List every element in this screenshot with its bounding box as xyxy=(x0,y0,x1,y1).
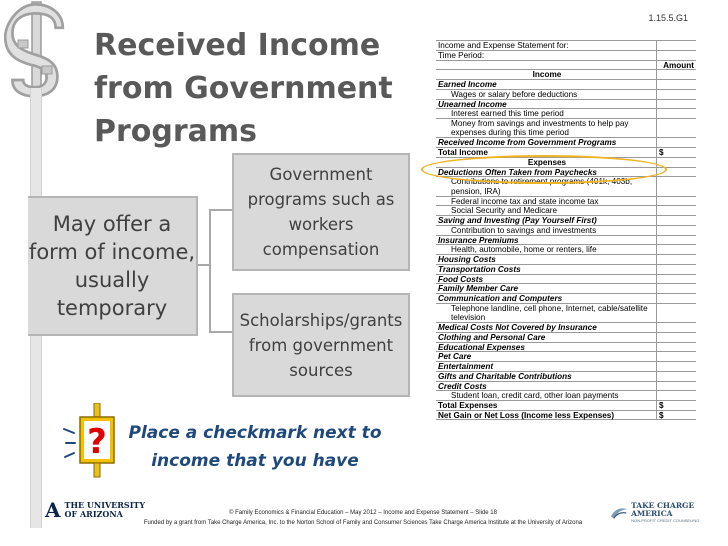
statement-row xyxy=(436,390,696,400)
instruction-text xyxy=(120,419,390,475)
statement-row-label: Food Costs xyxy=(436,275,657,284)
statement-row-amount[interactable]: $ xyxy=(659,401,664,411)
tca-swoosh-icon xyxy=(610,505,628,521)
income-expense-statement-table xyxy=(436,40,696,420)
statement-row-label: Time Period: xyxy=(436,51,657,60)
footer-line-1: © Family Economics & Financial Education – May 2012 – Income and Expense Statement – Slide 18 xyxy=(229,510,497,516)
statement-row-label: Contributions to retirement programs (401k, 403b, pension, IRA) xyxy=(436,177,657,195)
statement-row-label: Communication and Computers xyxy=(436,294,657,303)
statement-row xyxy=(436,137,696,147)
statement-row-label: Expenses xyxy=(436,158,657,167)
statement-row-amount[interactable] xyxy=(657,372,696,381)
statement-row-label: Telephone landline, cell phone, Internet, cable/satellite television xyxy=(436,304,657,322)
ua-line-1: THE UNIVERSITY xyxy=(64,500,146,510)
take-charge-america-logo xyxy=(610,502,728,523)
statement-row xyxy=(436,40,696,50)
statement-row-label: Pet Care xyxy=(436,352,657,361)
footer-credits xyxy=(118,508,608,528)
statement-row xyxy=(436,118,696,137)
statement-row xyxy=(436,361,696,371)
statement-row-amount[interactable] xyxy=(657,323,696,332)
statement-row-amount[interactable] xyxy=(657,90,696,99)
statement-row-amount[interactable] xyxy=(657,51,696,60)
statement-row xyxy=(436,50,696,60)
statement-row xyxy=(436,205,696,215)
connector-vertical xyxy=(209,209,211,333)
statement-row-label: Income and Expense Statement for: xyxy=(436,41,657,50)
statement-row-label: Received Income from Government Programs xyxy=(436,138,657,147)
statement-row-label: Income xyxy=(436,70,657,79)
concept-sub-box-government xyxy=(232,153,410,271)
statement-row-amount[interactable] xyxy=(657,343,696,352)
concept-sub-box-scholarships xyxy=(232,293,410,397)
statement-row-label: Family Member Care xyxy=(436,284,657,293)
ua-line-2: OF ARIZONA xyxy=(64,509,123,519)
statement-row xyxy=(436,293,696,303)
statement-row xyxy=(436,108,696,118)
tca-name: TAKE CHARGE AMERICA xyxy=(631,501,695,518)
statement-row xyxy=(436,342,696,352)
connector-to-sub2 xyxy=(209,331,233,333)
highlight-oval xyxy=(421,155,667,184)
statement-row xyxy=(436,69,696,79)
statement-row-label xyxy=(436,61,657,70)
statement-row-label: Interest earned this time period xyxy=(436,109,657,118)
instruction-line-1: Place a checkmark next to xyxy=(128,423,382,443)
statement-row-amount[interactable] xyxy=(657,206,696,215)
statement-row-label: Gifts and Charitable Contributions xyxy=(436,372,657,381)
statement-row-label: Social Security and Medicare xyxy=(436,206,657,215)
statement-row-label: Deductions Often Taken from Paychecks xyxy=(436,168,657,177)
statement-row xyxy=(436,332,696,342)
footer-line-2: Funded by a grant from Take Charge America, Inc. to the Norton School of Family and Consumer Sciences Take Charge America Institute at the University of Arizona xyxy=(143,520,583,526)
statement-row-label: Total Income xyxy=(436,148,657,157)
statement-row xyxy=(436,244,696,254)
statement-row xyxy=(436,274,696,284)
svg-text:?: ? xyxy=(87,422,107,462)
statement-row-amount[interactable]: $ xyxy=(659,410,664,420)
ua-logo-mark: A xyxy=(45,498,61,522)
statement-row xyxy=(436,410,696,420)
connector-to-sub1 xyxy=(209,209,233,211)
statement-row-label: Entertainment xyxy=(436,362,657,371)
statement-row-amount[interactable] xyxy=(657,284,696,293)
statement-row-label: Total Expenses xyxy=(436,401,657,410)
statement-row-amount[interactable] xyxy=(657,226,696,235)
statement-row xyxy=(436,89,696,99)
slide-code: 1.15.5.G1 xyxy=(648,13,688,23)
statement-row-label: Wages or salary before deductions xyxy=(436,90,657,99)
statement-row-amount[interactable] xyxy=(657,304,696,322)
statement-row xyxy=(436,351,696,361)
statement-row-amount[interactable] xyxy=(657,216,696,225)
statement-row xyxy=(436,322,696,332)
statement-row-amount[interactable] xyxy=(657,197,696,206)
statement-row xyxy=(436,196,696,206)
statement-row-amount[interactable]: Amount xyxy=(663,60,694,70)
statement-row-label: Contribution to savings and investments xyxy=(436,226,657,235)
statement-row-label: Net Gain or Net Loss (Income less Expenses) xyxy=(436,411,657,419)
statement-row xyxy=(436,225,696,235)
statement-row-label: Credit Costs xyxy=(436,382,657,391)
concept-sub2-text: Scholarships/grants from government sources xyxy=(239,310,403,380)
instruction-line-2: income that you have xyxy=(151,451,359,471)
concept-main-box xyxy=(28,196,198,336)
statement-row xyxy=(436,264,696,274)
title-line-3: Programs xyxy=(94,114,258,149)
statement-row xyxy=(436,400,696,410)
statement-row-label: Student loan, credit card, other loan payments xyxy=(436,391,657,400)
statement-row-amount[interactable]: $ xyxy=(659,148,664,158)
statement-row-amount[interactable] xyxy=(657,294,696,303)
statement-row-label: Earned Income xyxy=(436,80,657,89)
statement-row-amount[interactable] xyxy=(657,80,696,89)
statement-row xyxy=(436,215,696,225)
statement-row-label: Saving and Investing (Pay Yourself First) xyxy=(436,216,657,225)
statement-row-amount[interactable] xyxy=(657,236,696,245)
statement-row-label: Money from savings and investments to help pay expenses during this time period xyxy=(436,119,657,137)
statement-row-amount[interactable] xyxy=(657,265,696,274)
statement-row-label: Federal income tax and state income tax xyxy=(436,197,657,206)
statement-row xyxy=(436,303,696,322)
statement-row-amount[interactable] xyxy=(657,255,696,264)
statement-row-amount[interactable] xyxy=(657,41,696,50)
statement-row xyxy=(436,381,696,391)
statement-row-label: Health, automobile, home or renters, life xyxy=(436,245,657,254)
statement-row-amount[interactable] xyxy=(657,382,696,391)
statement-row-amount[interactable] xyxy=(657,138,696,147)
statement-row xyxy=(436,79,696,89)
statement-row-label: Clothing and Personal Care xyxy=(436,333,657,342)
statement-row-amount[interactable] xyxy=(657,333,696,342)
statement-row-label: Unearned Income xyxy=(436,100,657,109)
statement-row-amount[interactable] xyxy=(657,70,696,79)
tca-text xyxy=(631,502,728,523)
statement-row xyxy=(436,60,696,70)
concept-sub1-text: Government programs such as workers compensation xyxy=(247,165,395,259)
statement-row-amount[interactable] xyxy=(657,362,696,371)
statement-row-label: Insurance Premiums xyxy=(436,236,657,245)
statement-row-amount[interactable] xyxy=(657,245,696,254)
statement-row xyxy=(436,235,696,245)
statement-row xyxy=(436,99,696,109)
statement-row-amount[interactable] xyxy=(657,275,696,284)
statement-row-amount[interactable] xyxy=(657,119,696,137)
statement-row-label: Transportation Costs xyxy=(436,265,657,274)
statement-row xyxy=(436,371,696,381)
statement-row-amount[interactable] xyxy=(657,100,696,109)
tca-tagline: NON-PROFIT CREDIT COUNSELING xyxy=(631,518,700,523)
title-line-1: Received Income xyxy=(94,28,381,63)
statement-row-amount[interactable] xyxy=(657,391,696,400)
statement-row xyxy=(436,283,696,293)
concept-main-text: May offer a form of income, usually temporary xyxy=(28,212,196,320)
statement-row-label: Medical Costs Not Covered by Insurance xyxy=(436,323,657,332)
title-line-2: from Government xyxy=(94,71,393,106)
statement-row-amount[interactable] xyxy=(657,177,696,195)
statement-row-amount[interactable] xyxy=(657,352,696,361)
statement-row-label: Housing Costs xyxy=(436,255,657,264)
slide-title xyxy=(94,24,404,153)
statement-row-label: Educational Expenses xyxy=(436,343,657,352)
statement-row xyxy=(436,254,696,264)
statement-row-amount[interactable] xyxy=(657,109,696,118)
